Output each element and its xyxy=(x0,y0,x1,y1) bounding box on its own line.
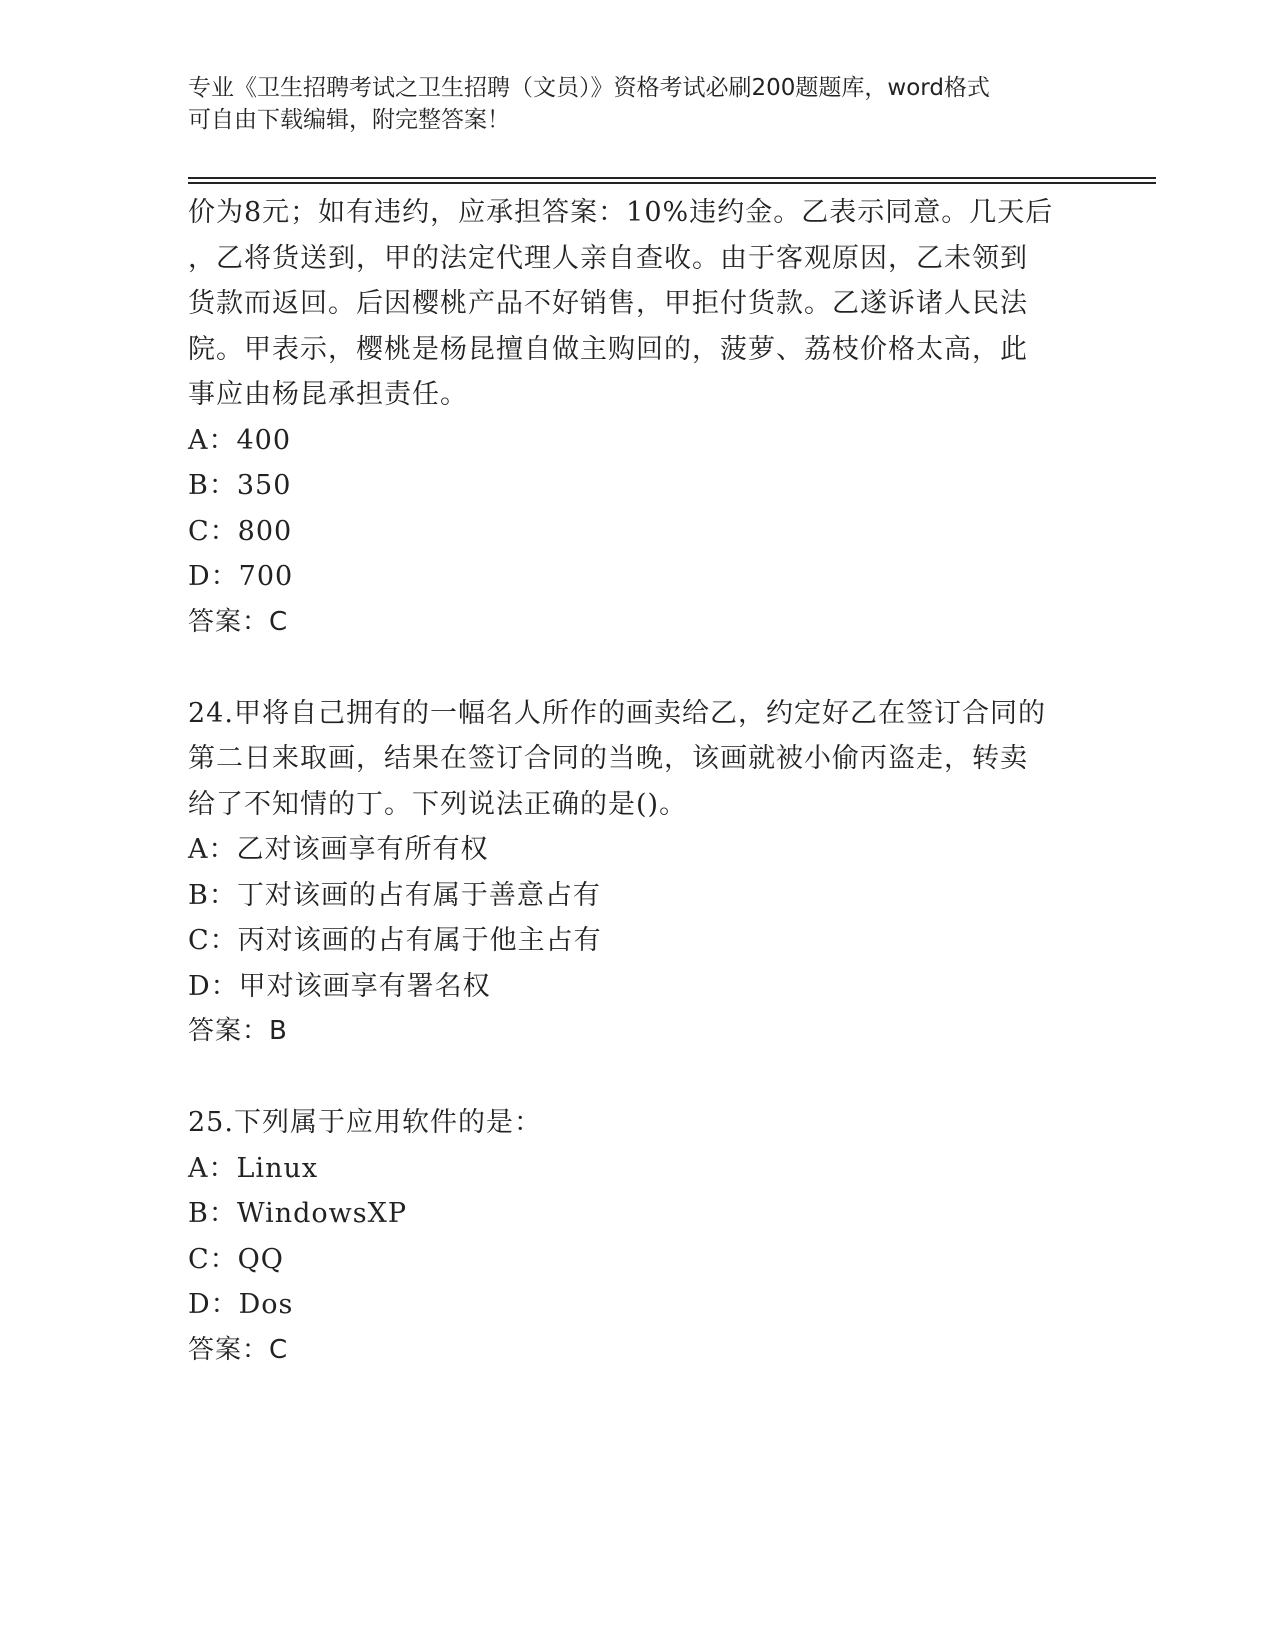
option-a: A：Linux xyxy=(188,1152,319,1184)
question-spacer xyxy=(188,1055,1088,1101)
question-stem-line: 院。甲表示，樱桃是杨昆擅自做主购回的，菠萝、荔枝价格太高，此 xyxy=(188,333,1028,365)
question-stem-line: 给了不知情的丁。下列说法正确的是()。 xyxy=(188,788,688,820)
option-c: C：QQ xyxy=(188,1243,284,1275)
question-24 xyxy=(188,691,1088,1055)
question-stem-line: ，乙将货送到，甲的法定代理人亲自查收。由于客观原因，乙未领到 xyxy=(188,242,1028,274)
answer-line: 答案：B xyxy=(188,1016,288,1046)
option-b: B：WindowsXP xyxy=(188,1198,408,1229)
option-d: D：700 xyxy=(188,561,294,592)
option-a: A：400 xyxy=(188,424,292,456)
answer-line: 答案：C xyxy=(188,606,289,637)
question-stem-line: 25.下列属于应用软件的是： xyxy=(188,1107,542,1138)
document-header xyxy=(188,72,1088,136)
header-title-line-2: 可自由下载编辑，附完整答案！ xyxy=(188,107,510,133)
question-spacer xyxy=(188,645,1088,691)
header-title-line-1: 专业《卫生招聘考试之卫生招聘（文员）》资格考试必刷200题题库，word格式 xyxy=(188,75,990,101)
option-b: B：丁对该画的占有属于善意占有 xyxy=(188,879,601,911)
question-23 xyxy=(188,190,1088,645)
answer-line: 答案：C xyxy=(188,1334,289,1365)
header-divider-top xyxy=(188,177,1156,179)
option-b: B：350 xyxy=(188,470,292,501)
question-25 xyxy=(188,1100,1088,1373)
question-stem-line: 24.甲将自己拥有的一幅名人所作的画卖给乙，约定好乙在签订合同的 xyxy=(188,697,1046,729)
question-stem-line: 价为8元；如有违约，应承担答案：10%违约金。乙表示同意。几天后 xyxy=(188,197,1054,228)
option-a: A：乙对该画享有所有权 xyxy=(188,834,489,865)
question-stem-line: 货款而返回。后因樱桃产品不好销售，甲拒付货款。乙遂诉诸人民法 xyxy=(188,288,1028,319)
question-stem-line: 第二日来取画，结果在签订合同的当晚，该画就被小偷丙盗走，转卖 xyxy=(188,743,1028,774)
option-c: C：丙对该画的占有属于他主占有 xyxy=(188,925,602,956)
option-d: D：甲对该画享有署名权 xyxy=(188,970,491,1002)
question-stem-line: 事应由杨昆承担责任。 xyxy=(188,379,468,410)
option-c: C：800 xyxy=(188,515,293,547)
document-body xyxy=(188,190,1088,1373)
header-divider-bottom xyxy=(188,182,1156,184)
option-d: D：Dos xyxy=(188,1289,294,1320)
